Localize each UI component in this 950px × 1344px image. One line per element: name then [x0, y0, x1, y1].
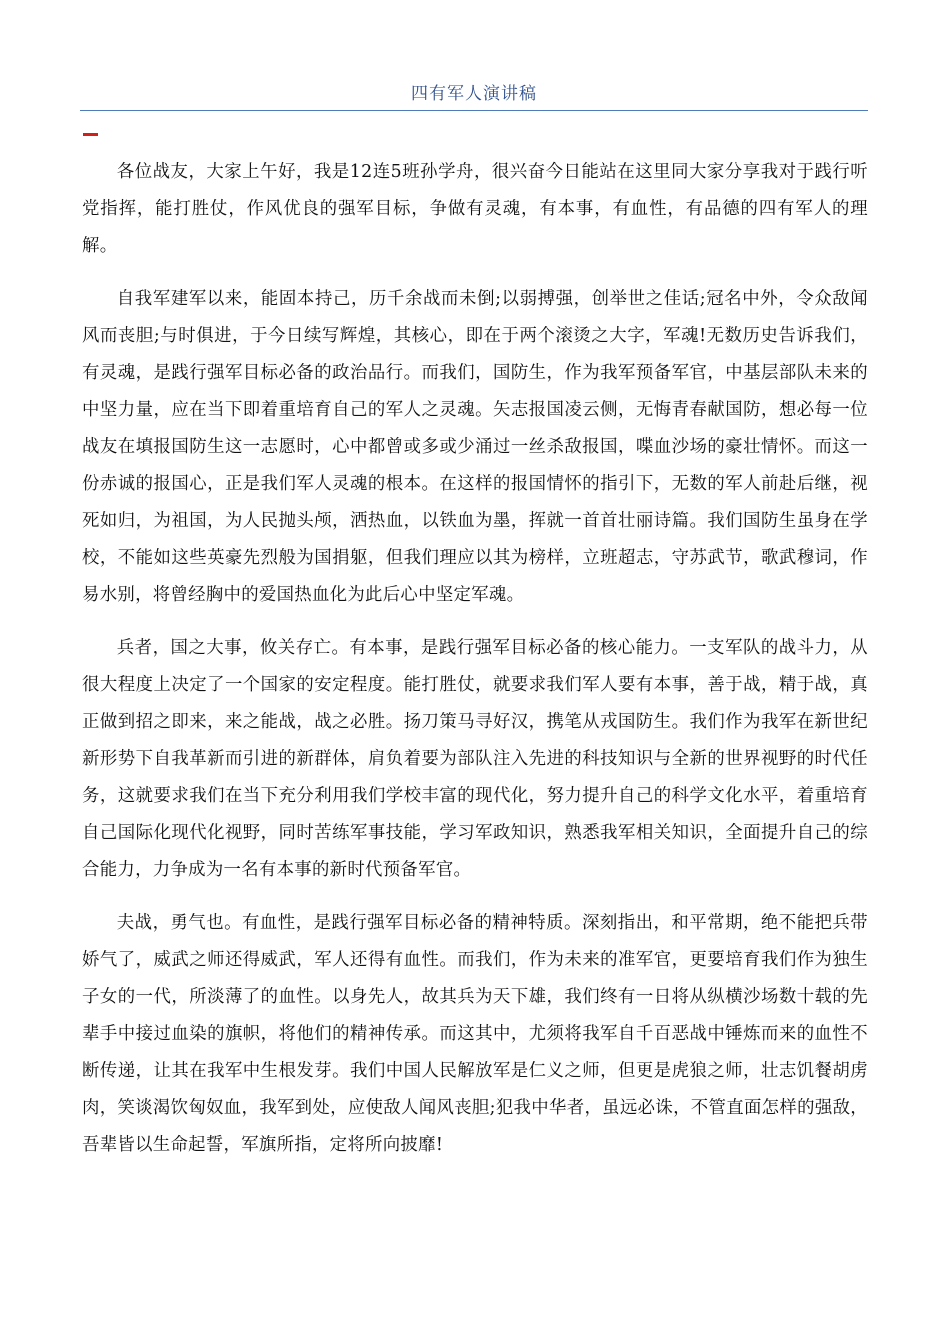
page-header	[80, 82, 868, 111]
red-accent-mark	[83, 133, 98, 136]
speech-body	[82, 154, 868, 1180]
page-title: 四有军人演讲稿	[411, 84, 537, 104]
paragraph-greeting: 各位战友，大家上午好，我是12连5班孙学舟，很兴奋今日能站在这里同大家分享我对于践行听党指挥，能打胜仗，作风优良的强军目标，争做有灵魂，有本事，有血性，有品德的四有军人的理解。	[82, 162, 868, 256]
paragraph-courage: 夫战，勇气也。有血性，是践行强军目标必备的精神特质。深刻指出，和平常期，绝不能把兵带娇气了，威武之师还得威武，军人还得有血性。而我们，作为未来的准军官，更要培育我们作为独生子女的一代，所淡薄了的血性。以身先人，故其兵为天下雄，我们终有一日将从纵横沙场数十载的先辈手中接过血染的旗帜，将他们的精神传承。而这其中，尤须将我军自千百恶战中锤炼而来的血性不断传递，让其在我军中生根发芽。我们中国人民解放军是仁义之师，但更是虎狼之师，壮志饥餐胡虏肉，笑谈渴饮匈奴血，我军到处，应使敌人闻风丧胆;犯我中华者，虽远必诛，不管直面怎样的强敌，吾辈皆以生命起誓，军旗所指，定将所向披靡!	[82, 913, 868, 1155]
paragraph-soul: 自我军建军以来，能固本持己，历千余战而未倒;以弱搏强，创举世之佳话;冠名中外，令众敌闻风而丧胆;与时俱进，于今日续写辉煌，其核心，即在于两个滚烫之大字，军魂!无数历史告诉我们，有灵魂，是践行强军目标必备的政治品行。而我们，国防生，作为我军预备军官，中基层部队未来的中坚力量，应在当下即着重培育自己的军人之灵魂。矢志报国凌云侧，无悔青春献国防，想必每一位战友在填报国防生这一志愿时，心中都曾或多或少涌过一丝杀敌报国，喋血沙场的豪壮情怀。而这一份赤诚的报国心，正是我们军人灵魂的根本。在这样的报国情怀的指引下，无数的军人前赴后继，视死如归，为祖国，为人民抛头颅，洒热血，以铁血为墨，挥就一首首壮丽诗篇。我们国防生虽身在学校，不能如这些英豪先烈般为国捐躯，但我们理应以其为榜样，立班超志，守苏武节，歌武穆词，作易水别，将曾经胸中的爱国热血化为此后心中坚定军魂。	[82, 289, 868, 605]
paragraph-ability: 兵者，国之大事，攸关存亡。有本事，是践行强军目标必备的核心能力。一支军队的战斗力，从很大程度上决定了一个国家的安定程度。能打胜仗，就要求我们军人要有本事，善于战，精于战，真正做到招之即来，来之能战，战之必胜。扬刀策马寻好汉，携笔从戎国防生。我们作为我军在新世纪新形势下自我革新而引进的新群体，肩负着要为部队注入先进的科技知识与全新的世界视野的时代任务，这就要求我们在当下充分利用我们学校丰富的现代化，努力提升自己的科学文化水平，着重培育自己国际化现代化视野，同时苦练军事技能，学习军政知识，熟悉我军相关知识，全面提升自己的综合能力，力争成为一名有本事的新时代预备军官。	[82, 638, 868, 880]
